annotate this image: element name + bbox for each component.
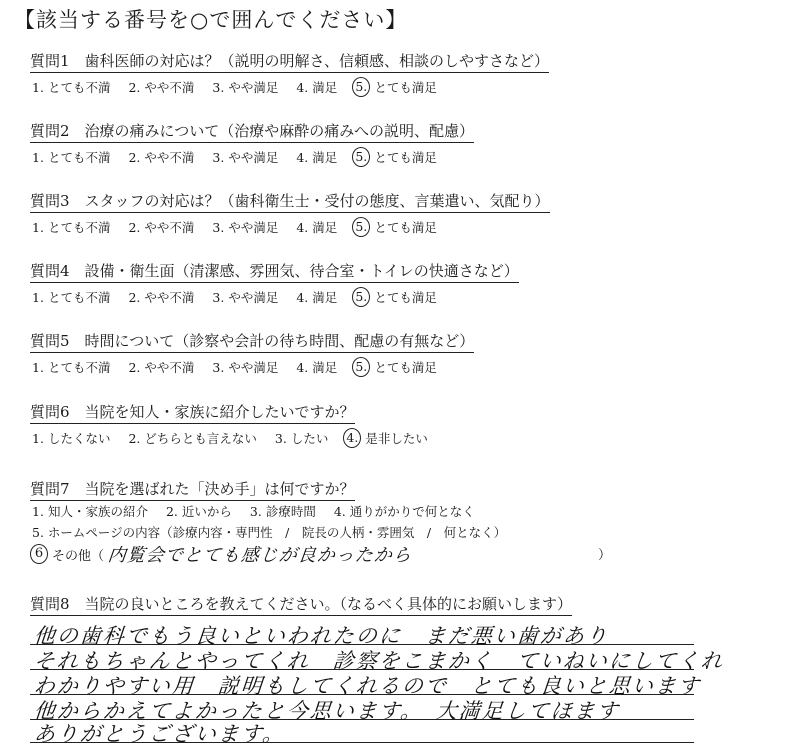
answer-option[interactable] xyxy=(296,148,337,166)
option-label: とても不満 xyxy=(47,220,111,235)
handwritten-answer-line: ありがとうございます。 xyxy=(32,722,287,746)
question-2-options xyxy=(32,147,455,167)
option-number: 5. xyxy=(352,357,370,377)
question-3-title: 質問3 スタッフの対応は？（歯科衛生士・受付の態度、言葉遣い、気配り） xyxy=(30,190,550,213)
answer-option[interactable] xyxy=(212,148,278,166)
option-number: 5. xyxy=(352,217,370,237)
answer-option[interactable] xyxy=(166,502,232,520)
option-label: やや不満 xyxy=(144,80,195,95)
answer-option[interactable] xyxy=(128,429,256,447)
option-label: とても満足 xyxy=(374,80,437,95)
answer-option[interactable] xyxy=(212,78,278,96)
option-number: 2. xyxy=(128,219,141,235)
option-number: 4. xyxy=(296,79,309,95)
option-number: 3. xyxy=(212,359,225,375)
answer-option[interactable] xyxy=(355,287,437,307)
handwritten-other-answer: 内覧会でとても感じが良かったから xyxy=(106,545,413,566)
answer-option[interactable] xyxy=(212,358,278,376)
option-label: やや満足 xyxy=(228,220,279,235)
option-number: 1. xyxy=(32,503,44,519)
option-number: 5. xyxy=(352,147,370,167)
question-6-title: 質問6 当院を知人・家族に紹介したいですか？ xyxy=(30,401,355,424)
question-4-title: 質問4 設備・衛生面（清潔感、雰囲気、待合室・トイレの快適さなど） xyxy=(30,260,519,283)
option-number: 4. xyxy=(296,219,309,235)
other-close-paren: ） xyxy=(598,548,612,563)
answer-option[interactable] xyxy=(128,148,194,166)
handwritten-answer-line: それもちゃんとやってくれ 診察をこまかく ていねいにしてくれ xyxy=(32,649,725,673)
question-2-title: 質問2 治療の痛みについて（治療や麻酔の痛みへの説明、配慮） xyxy=(30,120,474,143)
answer-option[interactable] xyxy=(250,502,316,520)
answer-option[interactable] xyxy=(334,502,475,520)
option-number: 4. xyxy=(296,359,309,375)
answer-option[interactable] xyxy=(355,147,437,167)
option-label: とても満足 xyxy=(374,290,437,305)
option-label: とても不満 xyxy=(47,80,111,95)
question-5-title: 質問5 時間について（診察や会計の待ち時間、配慮の有無など） xyxy=(30,330,474,353)
option-number: 2. xyxy=(165,503,178,519)
option-label: 通りがかりで何となく xyxy=(349,504,475,519)
option-number: 2. xyxy=(128,430,141,446)
selected-circle-mark: 6 xyxy=(30,544,48,564)
option-label: やや不満 xyxy=(144,290,195,305)
option-label: 満足 xyxy=(312,290,338,305)
handwritten-answer-line: 他の歯科でもう良いといわれたのに まだ悪い歯があり xyxy=(32,624,610,648)
question-7-other xyxy=(30,541,416,567)
question-1-options xyxy=(32,77,455,97)
answer-option[interactable] xyxy=(32,148,110,166)
option-label: 知人・家族の紹介 xyxy=(47,504,148,519)
option-number: 2. xyxy=(128,149,141,165)
question-1-title: 質問1 歯科医師の対応は？（説明の明解さ、信頼感、相談のしやすさなど） xyxy=(30,50,549,73)
option-number: 3. xyxy=(249,503,262,519)
handwritten-answer-line: 他からかえてよかったと今思います。 大満足してほます xyxy=(32,699,621,723)
answer-option[interactable] xyxy=(212,218,278,236)
answer-option[interactable] xyxy=(32,288,110,306)
option-number: 3. xyxy=(212,149,225,165)
option-number: 1. xyxy=(32,359,44,375)
option-label: やや満足 xyxy=(228,360,279,375)
option-number: 4. xyxy=(333,503,346,519)
option-label: 満足 xyxy=(312,150,338,165)
option-number: 5. xyxy=(352,287,370,307)
option-label: とても不満 xyxy=(47,290,111,305)
option-label: したくない xyxy=(47,431,111,446)
answer-option[interactable] xyxy=(32,78,110,96)
option-number: 2. xyxy=(128,289,141,305)
option-number: 4. xyxy=(296,149,309,165)
option-label: とても不満 xyxy=(47,150,111,165)
handwritten-answer-line: わかりやすい用 説明もしてくれるので とても良いと思います xyxy=(32,674,702,698)
answer-option[interactable] xyxy=(355,77,437,97)
option-label: やや不満 xyxy=(144,220,195,235)
question-6-options xyxy=(32,428,446,448)
answer-option[interactable] xyxy=(296,218,337,236)
question-7-options-row1 xyxy=(32,502,493,520)
option-label: やや満足 xyxy=(228,290,279,305)
option-label: 満足 xyxy=(312,360,338,375)
answer-option[interactable] xyxy=(346,428,428,448)
answer-option[interactable] xyxy=(296,288,337,306)
answer-option[interactable] xyxy=(128,288,194,306)
option-label: 満足 xyxy=(312,80,338,95)
page-heading: 【該当する番号を○で囲んでください】 xyxy=(14,8,408,32)
answer-option[interactable] xyxy=(32,502,148,520)
option-label: どちらとも言えない xyxy=(144,431,257,446)
option-number: 3. xyxy=(212,289,225,305)
question-7-title: 質問7 当院を選ばれた「決め手」は何ですか？ xyxy=(30,478,355,501)
option-number: 1. xyxy=(32,289,44,305)
option-number: 1. xyxy=(32,219,44,235)
answer-option[interactable] xyxy=(212,288,278,306)
answer-option[interactable] xyxy=(355,357,437,377)
option-label: やや不満 xyxy=(144,360,195,375)
option-label: とても満足 xyxy=(374,150,437,165)
option-number: 1. xyxy=(32,149,44,165)
option-label: 診療時間 xyxy=(265,504,316,519)
question-3-options xyxy=(32,217,455,237)
option-label: 満足 xyxy=(312,220,338,235)
option-label: したい xyxy=(290,431,329,446)
question-8-title: 質問8 当院の良いところを教えてください。（なるべく具体的にお願いします） xyxy=(30,593,572,616)
answer-option[interactable] xyxy=(32,218,110,236)
option-number: 4. xyxy=(296,289,309,305)
option-label: とても不満 xyxy=(47,360,111,375)
option-label: やや満足 xyxy=(228,150,279,165)
option-number: 4. xyxy=(343,428,361,448)
answer-option[interactable] xyxy=(32,358,110,376)
question-4-options xyxy=(32,287,455,307)
answer-option[interactable] xyxy=(296,358,337,376)
answer-option[interactable] xyxy=(128,358,194,376)
option-number: 1. xyxy=(32,430,44,446)
option-label: とても満足 xyxy=(374,360,437,375)
option-number: 5. xyxy=(352,77,370,97)
option-label: やや満足 xyxy=(228,80,279,95)
answer-option[interactable] xyxy=(275,429,328,447)
option-number: 1. xyxy=(32,79,44,95)
answer-option[interactable] xyxy=(296,78,337,96)
answer-option[interactable] xyxy=(128,78,194,96)
option-label: とても満足 xyxy=(374,220,437,235)
answer-option[interactable] xyxy=(32,429,110,447)
question-5-options xyxy=(32,357,455,377)
option-number: 2. xyxy=(128,359,141,375)
option-label: 是非したい xyxy=(365,431,428,446)
option-number: 3. xyxy=(212,79,225,95)
answer-option[interactable] xyxy=(128,218,194,236)
answer-option[interactable] xyxy=(355,217,437,237)
option-label: やや不満 xyxy=(144,150,195,165)
other-label: その他（ xyxy=(52,548,105,564)
option-number: 3. xyxy=(274,430,287,446)
option-label: 近いから xyxy=(181,504,232,519)
question-7-options-row2: 5. ホームページの内容（診療内容・専門性 / 院長の人柄・雰囲気 / 何となく） xyxy=(32,525,507,540)
option-number: 3. xyxy=(212,219,225,235)
option-number: 2. xyxy=(128,79,141,95)
